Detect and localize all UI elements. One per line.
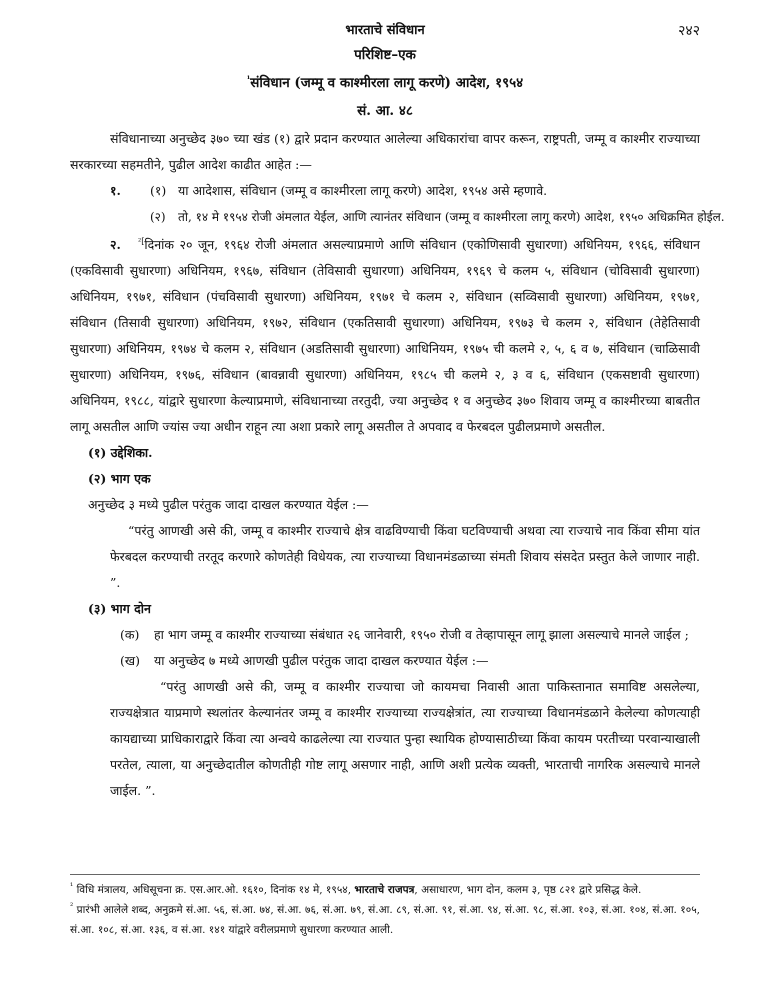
part-two-item-b bbox=[70, 648, 700, 674]
footnote-2 bbox=[70, 900, 700, 940]
item-text: या अनुच्छेद ७ मध्ये आणखी पुढील परंतुक जादा दाखल करण्यात येईल :— bbox=[154, 653, 489, 668]
footnote-marker: ¹ bbox=[246, 73, 251, 84]
part-one-heading: (२) भाग एक bbox=[88, 471, 151, 486]
item-number: (ख) bbox=[120, 653, 140, 668]
clause-1-number: १. bbox=[110, 183, 121, 198]
item-text: हा भाग जम्मू व काश्मीर राज्याच्या संबंधात २६ जानेवारी, १९५० रोजी व तेव्हापासून लागू झाला असल्याचे मानले जाईल ; bbox=[154, 627, 689, 642]
footnote-text: प्रारंभी आलेले शब्द, अनुक्रमे सं.आ. ५६, सं.आ. ७४, सं.आ. ७६, सं.आ. ७९, सं.आ. ८९, सं.आ. ९१, सं.आ. ९४, सं.आ. ९८, सं.आ. १०३, सं.आ. १०४, सं.आ. १०५, सं.आ. १०८, सं.आ. १३६, व सं.आ. १४१ यांद्वारे वरीलप्रमाणे सुधारणा करण्यात आली. bbox=[70, 904, 700, 936]
order-title-text: संविधान (जम्मू व काश्मीरला लागू करणे) आदेश, १९५४ bbox=[250, 75, 524, 91]
clause-1-sub-1 bbox=[70, 178, 700, 204]
clause-2-number: २. bbox=[110, 237, 121, 252]
sub-text: तो, १४ मे १९५४ रोजी अंमलात येईल, आणि त्यानंतर संविधान (जम्मू व काश्मीरला लागू करणे) आदेश, १९५० अधिक्रमित होईल. bbox=[178, 210, 725, 224]
footnote-text: विधि मंत्रालय, अधिसूचना क्र. एस.आर.ओ. १६१०, दिनांक १४ मे, १९५४, bbox=[76, 884, 355, 896]
part-two-heading: (३) भाग दोन bbox=[88, 601, 151, 616]
order-code: सं. आ. ४८ bbox=[357, 103, 413, 119]
footnote-text: , असाधारण, भाग दोन, कलम ३, पृष्ठ ८२१ द्वारे प्रसिद्ध केले. bbox=[414, 884, 642, 896]
footnote-marker: ²[ bbox=[138, 236, 145, 246]
document-page bbox=[70, 18, 725, 804]
appendix-heading: परिशिष्ट–एक bbox=[354, 47, 416, 63]
sub-text: या आदेशास, संविधान (जम्मू व काश्मीरला लागू करणे) आदेश, १९५४ असे म्हणावे. bbox=[178, 183, 548, 198]
sub-number: (२) bbox=[150, 210, 166, 224]
footnote-marker: ¹ bbox=[70, 881, 74, 891]
running-title: भारताचे संविधान bbox=[345, 23, 425, 38]
footnotes bbox=[70, 880, 700, 940]
part-two-item-a bbox=[70, 622, 700, 648]
clause-2-paragraph bbox=[70, 232, 700, 440]
intro-paragraph: संविधानाच्या अनुच्छेद ३७० च्या खंड (१) द्वारे प्रदान करण्यात आलेल्या अधिकारांचा वापर करून, राष्ट्रपती, जम्मू व काश्मीर राज्याच्या सरकारच्या सहमतीने, पुढील आदेश काढीत आहेत :— bbox=[70, 131, 700, 172]
order-title bbox=[70, 70, 700, 98]
part-two-quote: “परंतु आणखी असे की, जम्मू व काश्मीर राज्याचा जो कायमचा निवासी आता पाकिस्तानात समाविष्ट असलेल्या, राज्यक्षेत्रात याप्रमाणे स्थलांतर केल्यानंतर जम्मू व काश्मीर राज्याच्या राज्यक्षेत्रांत, त्या राज्याच्या विधानमंडळाने केलेल्या कोणत्याही कायद्याच्या प्राधिकाराद्वारे किंवा त्या अन्वये काढलेल्या त्या राज्यात पुन्हा स्थायिक होण्यासाठीच्या किंवा कायम परतीच्या परवान्याखाली परतेल, त्याला, या अनुच्छेदातील कोणतीही गोष्ट लागू असणार नाही, आणि अशी प्रत्येक व्यक्ती, भारताची नागरिक असल्याचे मानले जाईल. ”. bbox=[110, 679, 700, 798]
footnote-1 bbox=[70, 880, 700, 900]
page-number: २४२ bbox=[678, 23, 700, 39]
part-one-quote: “परंतु आणखी असे की, जम्मू व काश्मीर राज्याचे क्षेत्र वाढविण्याची किंवा घटविण्याची अथवा त्या राज्याचे नाव किंवा सीमा यांत फेरबदल करण्याची तरतूद करणारे कोणतेही विधेयक, त्या राज्याच्या विधानमंडळाच्या संमती शिवाय संसदेत प्रस्तुत केले जाणार नाही. ”. bbox=[110, 523, 700, 590]
sub-number: (१) bbox=[150, 183, 167, 198]
clause-1-sub-2 bbox=[70, 204, 725, 230]
footnote-emphasis: भारताचे राजपत्र bbox=[354, 884, 415, 896]
part-one-intro: अनुच्छेद ३ मध्ये पुढील परंतुक जादा दाखल करण्यात येईल :— bbox=[88, 497, 369, 512]
footnote-marker: ² bbox=[70, 901, 74, 911]
running-header bbox=[70, 18, 700, 42]
item-number: (क) bbox=[120, 627, 140, 642]
clause-2-text: दिनांक २० जून, १९६४ रोजी अंमलात असल्याप्रमाणे आणि संविधान (एकोणिसावी सुधारणा) अधिनियम, १९६६, संविधान (एकविसावी सुधारणा) अधिनियम, १९६७, संविधान (तेविसावी सुधारणा) अधिनियम, १९६९ चे कलम ५, संविधान (चोविसावी सुधारणा) अधिनियम, १९७१, संविधान (पंचविसावी सुधारणा) अधिनियम, १९७१ चे कलम २, संविधान (सव्विसावी सुधारणा) अधिनियम, १९७१, संविधान (तिसावी सुधारणा) अधिनियम, १९७२, संविधान (एकतिसावी सुधारणा) अधिनियम, १९७३ चे कलम २, संविधान (तेहेतिसावी सुधारणा) अधिनियम, १९७४ चे कलम २, संविधान (अडतिसावी सुधारणा) आधिनियम, १९७५ ची कलमे २, ५, ६ व ७, संविधान (चाळिसावी सुधारणा) अधिनियम, १९७६, संविधान (बावन्नावी सुधारणा) अधिनियम, १९८५ ची कलमे २, ३ व ६, संविधान (एकसष्टावी सुधारणा) अधिनियम, १९८८, यांद्वारे सुधारणा केल्याप्रमाणे, संविधानाच्या तरतुदी, ज्या अनुच्छेद १ व अनुच्छेद ३७० शिवाय जम्मू व काश्मीरच्या बाबतीत लागू असतील आणि ज्यांस ज्या अधीन राहून त्या अशा प्रकारे लागू असतील ते अपवाद व फेरबदल पुढीलप्रमाणे असतील. bbox=[70, 237, 700, 434]
part-preamble-heading: (१) उद्देशिका. bbox=[88, 445, 153, 460]
